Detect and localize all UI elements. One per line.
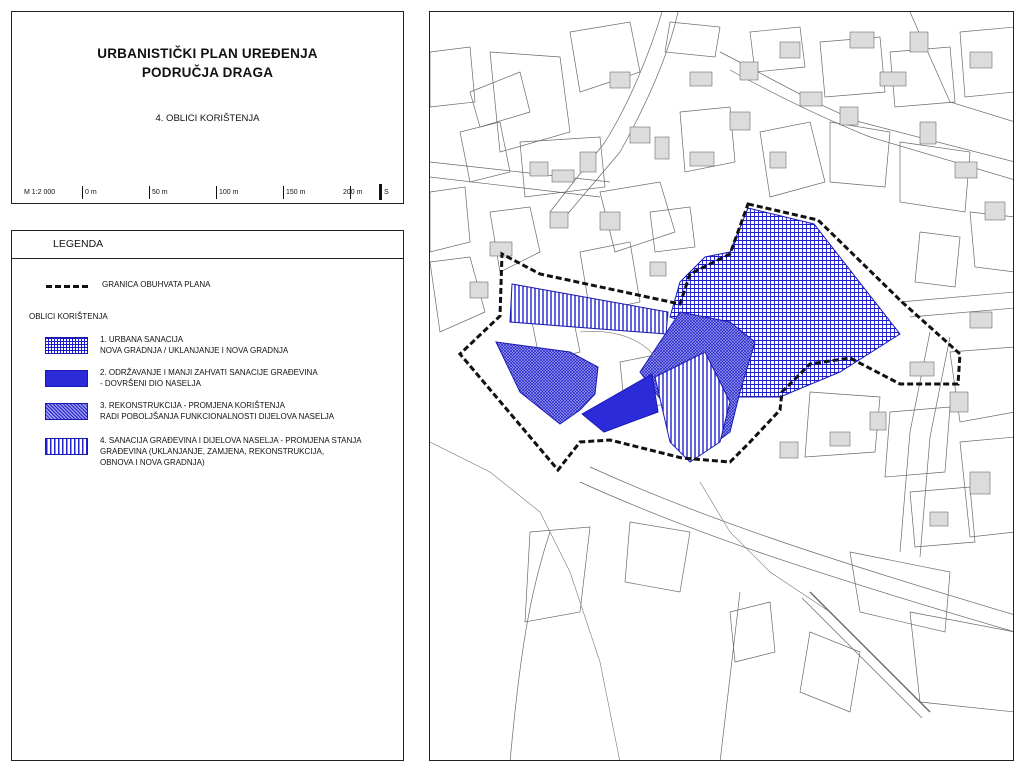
legend-item-4 bbox=[100, 435, 362, 468]
boundary-line-icon bbox=[46, 285, 88, 288]
legend-item-2-line-1: 2. ODRŽAVANJE I MANJI ZAHVATI SANACIJE GRAĐEVINA bbox=[100, 368, 318, 377]
title-block bbox=[11, 11, 404, 204]
scale-label-150: 150 m bbox=[286, 189, 306, 196]
crosshatch-pattern-swatch bbox=[45, 403, 88, 420]
north-arrow-icon bbox=[379, 184, 382, 200]
plan-title-line-2: PODRUČJA DRAGA bbox=[141, 65, 274, 80]
legend-item-1 bbox=[100, 334, 288, 356]
legend-item-4-line-3: OBNOVA I NOVA GRADNJA) bbox=[100, 458, 205, 467]
vertical-lines-swatch bbox=[45, 438, 88, 455]
grid-pattern-swatch bbox=[45, 337, 88, 354]
zone-vertical-west bbox=[510, 284, 668, 334]
scale-label-0: 0 m bbox=[85, 189, 97, 196]
scale-label-100: 100 m bbox=[219, 189, 239, 196]
scale-ratio: M 1:2 000 bbox=[24, 189, 56, 196]
sheet-title: 4. OBLICI KORIŠTENJA bbox=[155, 113, 260, 124]
legend-item-4-line-2: GRAĐEVINA (UKLANJANJE, ZAMJENA, REKONSTRUKCIJA, bbox=[100, 447, 325, 456]
scale-tick bbox=[216, 186, 217, 199]
boundary-label: GRANICA OBUHVATA PLANA bbox=[102, 280, 211, 289]
scale-tick bbox=[82, 186, 83, 199]
map-panel[interactable] bbox=[429, 11, 1014, 761]
legend-panel bbox=[11, 230, 404, 761]
legend-item-1-line-2: NOVA GRADNJA / UKLANJANJE I NOVA GRADNJA bbox=[100, 346, 289, 355]
plan-title bbox=[12, 44, 403, 82]
scale-bar bbox=[12, 180, 405, 204]
legend-header bbox=[12, 231, 403, 259]
legend-item-3 bbox=[100, 400, 334, 422]
legend-item-2-line-2: - DOVRŠENI DIO NASELJA bbox=[100, 379, 201, 388]
zone-crosshatch-west bbox=[496, 342, 598, 424]
north-label: S bbox=[384, 189, 389, 196]
solid-fill-swatch bbox=[45, 370, 88, 387]
plan-title-line-1: URBANISTIČKI PLAN UREĐENJA bbox=[97, 46, 318, 61]
scale-label-50: 50 m bbox=[152, 189, 168, 196]
legend-title: LEGENDA bbox=[53, 238, 104, 250]
scale-tick bbox=[283, 186, 284, 199]
scale-tick bbox=[149, 186, 150, 199]
legend-item-2 bbox=[100, 367, 318, 389]
scale-label-200: 200 m bbox=[343, 189, 363, 196]
plan-zones bbox=[496, 208, 900, 462]
section-title: OBLICI KORIŠTENJA bbox=[29, 312, 108, 321]
legend-item-3-line-1: 3. REKONSTRUKCIJA - PROMJENA KORIŠTENJA bbox=[100, 401, 285, 410]
legend-item-1-line-1: 1. URBANA SANACIJA bbox=[100, 335, 184, 344]
legend-item-3-line-2: RADI POBOLJŠANJA FUNKCIONALNOSTI DIJELOVA NASELJA bbox=[100, 412, 335, 421]
legend-item-4-line-1: 4. SANACIJA GRAĐEVINA I DIJELOVA NASELJA - PROMJENA STANJA bbox=[100, 436, 362, 445]
cadastral-map[interactable] bbox=[430, 12, 1014, 761]
